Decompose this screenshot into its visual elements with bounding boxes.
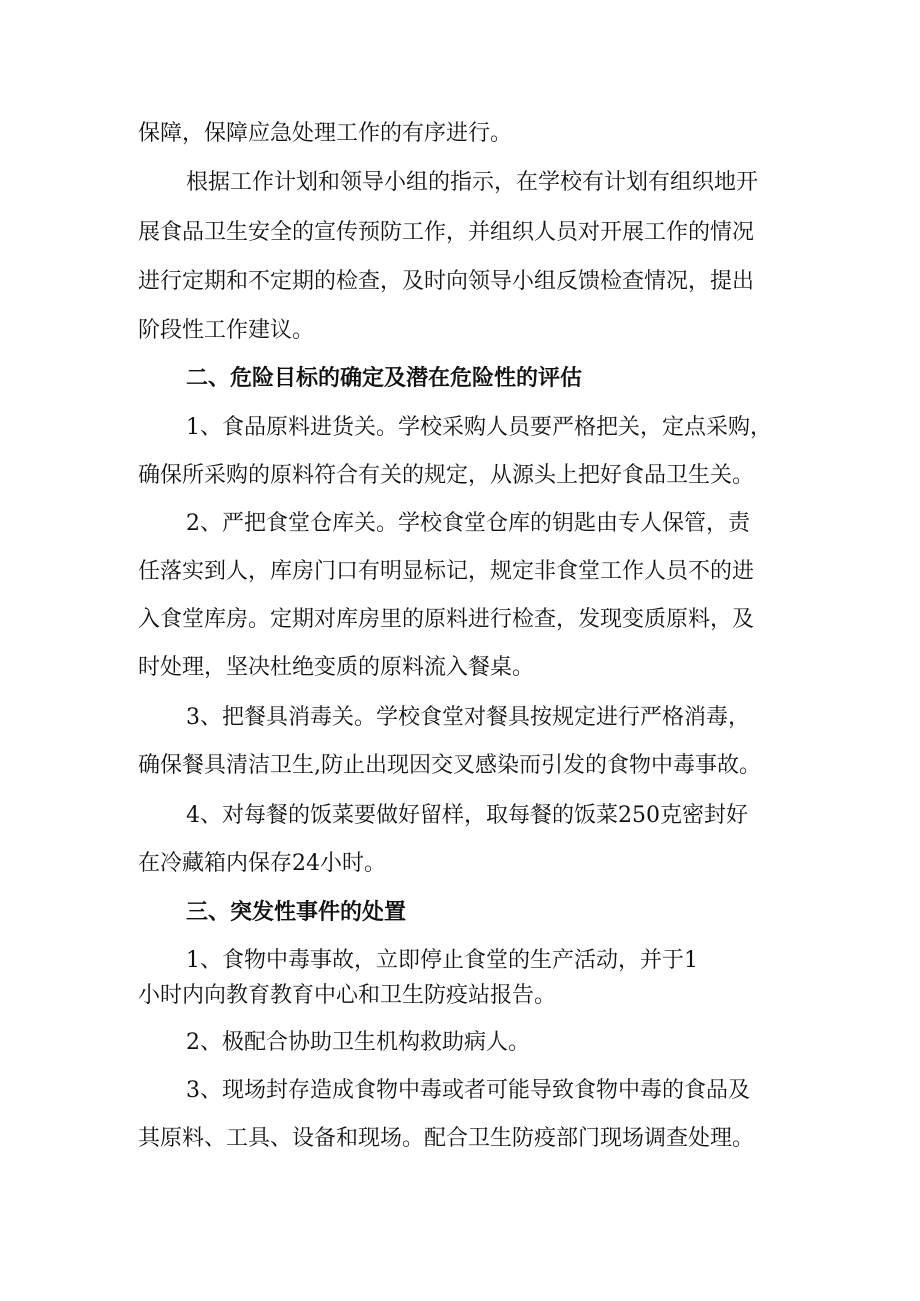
section2-item4-line-1: 4、对每餐的饭菜要做好留样，取每餐的饭菜250克密封好: [186, 803, 748, 828]
section2-item1-line-2: 确保所采购的原料符合有关的规定，从源头上把好食品卫生关。: [138, 463, 755, 488]
section3-item3-line-2: 其原料、工具、设备和现场。配合卫生防疫部门现场调查处理。: [138, 1126, 755, 1151]
section3-item1-line-1: 1、食物中毒事故，立即停止食堂的生产活动，并于1: [186, 948, 698, 973]
paragraph-plan-line-3: 进行定期和不定期的检查，及时向领导小组反馈检查情况，提出: [138, 269, 755, 294]
section-heading-2: 二、危险目标的确定及潜在危险性的评估: [186, 366, 583, 391]
section2-item3-line-2: 确保餐具清洁卫生,防止出现因交叉感染而引发的食物中毒事故。: [138, 753, 761, 778]
paragraph-plan-line-4: 阶段性工作建议。: [138, 318, 315, 343]
paragraph-plan-line-2: 展食品卫生安全的宣传预防工作，并组织人员对开展工作的情况: [138, 220, 755, 245]
section-heading-3: 三、突发性事件的处置: [186, 900, 407, 925]
section3-item2-line-1: 2、极配合协助卫生机构救助病人。: [186, 1030, 530, 1055]
paragraph-plan-line-1: 根据工作计划和领导小组的指示，在学校有计划有组织地开: [186, 170, 759, 195]
section3-item1-line-2: 小时内向教育教育中心和卫生防疫站报告。: [138, 983, 557, 1008]
section2-item1-line-1: 1、食品原料进货关。学校采购人员要严格把关，定点采购，: [186, 415, 772, 440]
section2-item3-line-1: 3、把餐具消毒关。学校食堂对餐具按规定进行严格消毒，: [186, 705, 750, 730]
section2-item2-line-3: 入食堂库房。定期对库房里的原料进行检查，发现变质原料，及: [138, 607, 755, 632]
paragraph-intro-line-1: 保障，保障应急处理工作的有序进行。: [138, 121, 513, 146]
section2-item2-line-2: 任落实到人，库房门口有明显标记，规定非食堂工作人员不的进: [138, 559, 755, 584]
section2-item4-line-2: 在冷藏箱内保存24小时。: [138, 851, 386, 876]
section2-item2-line-1: 2、严把食堂仓库关。学校食堂仓库的钥匙由专人保管，责: [186, 511, 750, 536]
section3-item3-line-1: 3、现场封存造成食物中毒或者可能导致食物中毒的食品及: [186, 1078, 750, 1103]
section2-item2-line-4: 时处理，坚决杜绝变质的原料流入餐桌。: [138, 655, 535, 680]
